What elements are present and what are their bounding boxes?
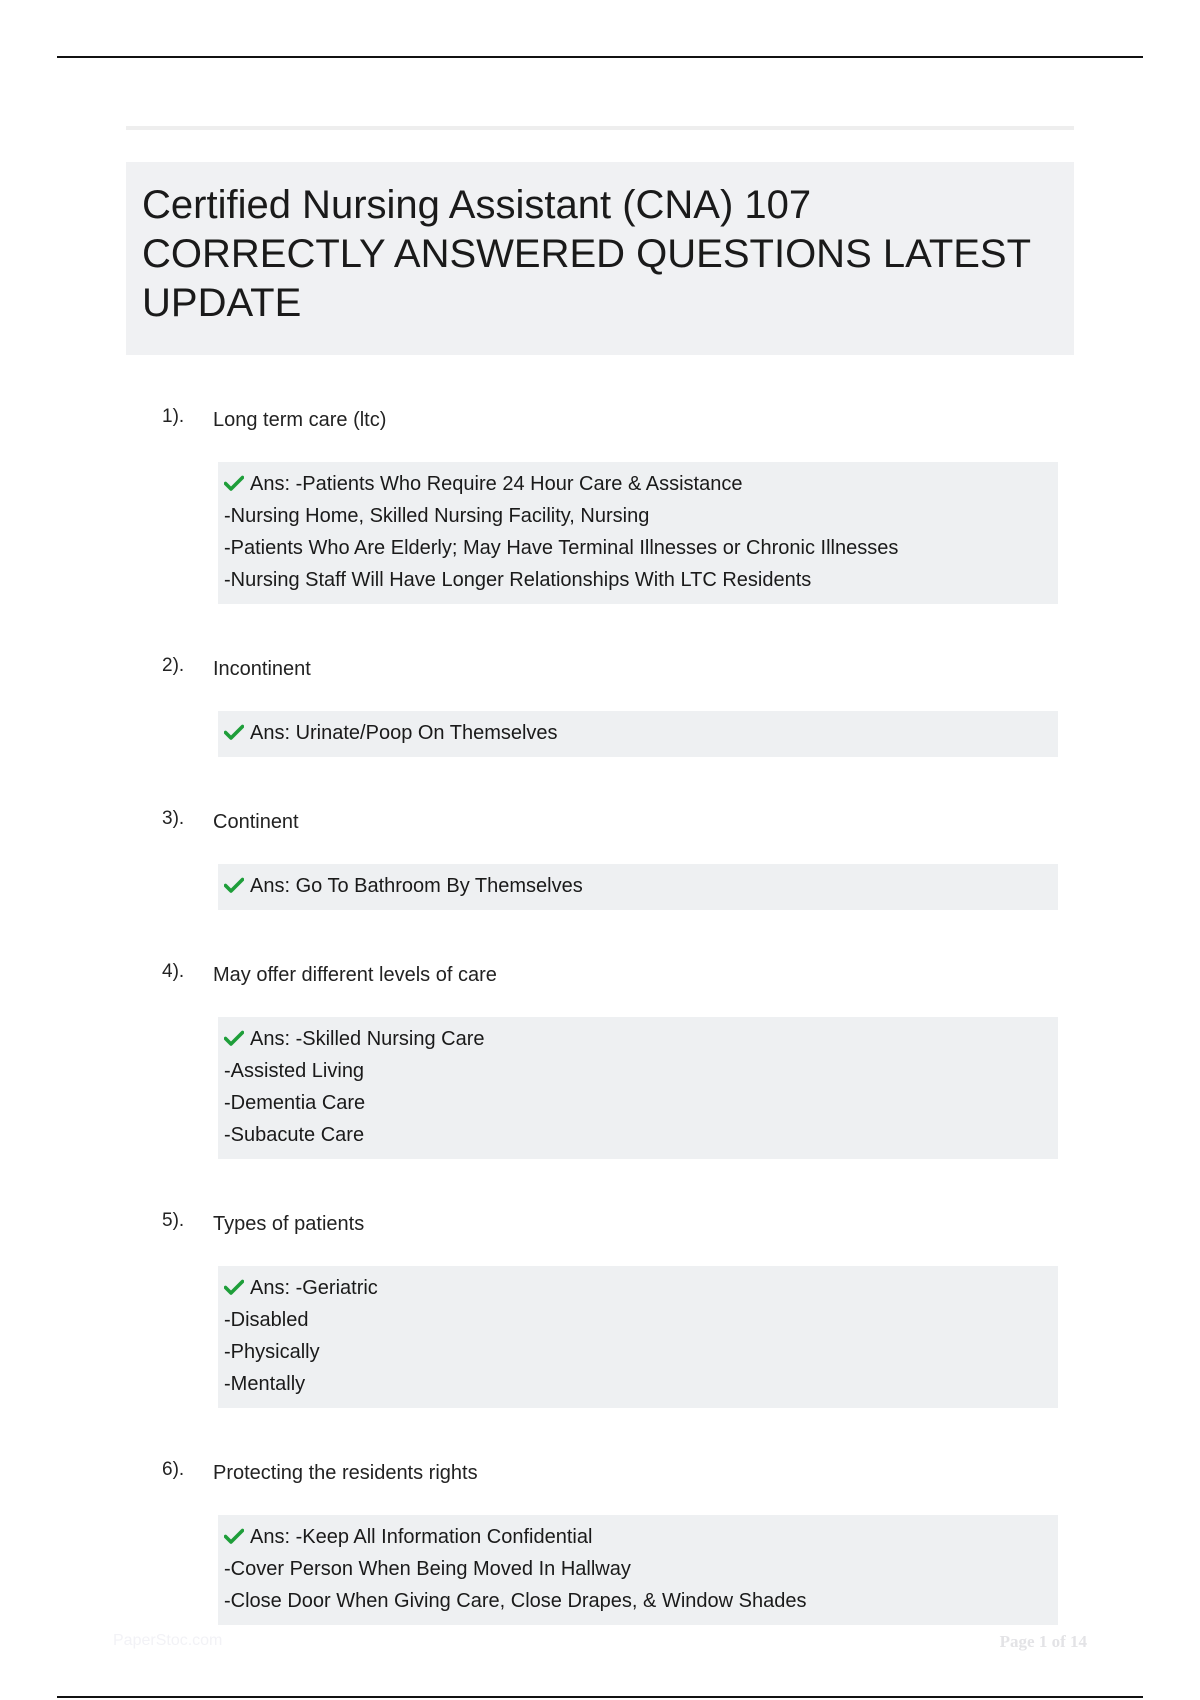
- answer-text: Ans: -Skilled Nursing Care: [250, 1028, 485, 1050]
- answer-text: -Physically: [224, 1341, 320, 1363]
- answer-line: [224, 564, 1050, 596]
- answer-box: [218, 1017, 1058, 1159]
- document-title: Certified Nursing Assistant (CNA) 107 CORRECTLY ANSWERED QUESTIONS LATEST UPDATE: [142, 183, 1031, 325]
- question-item: [0, 654, 1200, 757]
- question-item: [0, 1458, 1200, 1625]
- answer-text: Ans: Go To Bathroom By Themselves: [250, 875, 583, 897]
- answer-text: -Cover Person When Being Moved In Hallway: [224, 1558, 631, 1580]
- check-icon: [224, 877, 244, 893]
- answer-text: -Patients Who Are Elderly; May Have Terminal Illnesses or Chronic Illnesses: [224, 537, 899, 559]
- answer-line: [224, 1087, 1050, 1119]
- answer-text: -Assisted Living: [224, 1060, 365, 1082]
- question-item: [0, 807, 1200, 910]
- question-row: [0, 405, 1200, 433]
- answer-line: [224, 1553, 1050, 1585]
- question-item: [0, 405, 1200, 604]
- question-text: Long term care (ltc): [213, 409, 387, 431]
- answer-text: -Subacute Care: [224, 1124, 365, 1146]
- check-icon: [224, 1279, 244, 1295]
- question-list: [0, 405, 1200, 1675]
- check-icon: [224, 1030, 244, 1046]
- question-text: May offer different levels of care: [213, 964, 497, 986]
- question-item: [0, 960, 1200, 1159]
- question-row: [0, 807, 1200, 835]
- question-number: 6).: [162, 1459, 185, 1480]
- answer-text: -Dementia Care: [224, 1092, 366, 1114]
- answer-line: [224, 1336, 1050, 1368]
- question-number: 3).: [162, 808, 185, 829]
- bottom-rule: [57, 1696, 1143, 1698]
- answer-text: -Close Door When Giving Care, Close Drapes, & Window Shades: [224, 1590, 807, 1612]
- answer-box: [218, 864, 1058, 910]
- answer-line: [224, 1585, 1050, 1617]
- question-number: 4).: [162, 961, 185, 982]
- title-banner: [126, 162, 1074, 355]
- question-item: [0, 1209, 1200, 1408]
- check-icon: [224, 475, 244, 491]
- check-icon: [224, 724, 244, 740]
- answer-line: [224, 1055, 1050, 1087]
- answer-line: [224, 1023, 1050, 1055]
- answer-box: [218, 711, 1058, 757]
- question-row: [0, 1209, 1200, 1237]
- page-number: Page 1 of 14: [999, 1632, 1087, 1651]
- question-number: 2).: [162, 655, 185, 676]
- question-row: [0, 960, 1200, 988]
- question-row: [0, 1458, 1200, 1486]
- answer-line: [224, 717, 1050, 749]
- answer-text: -Nursing Home, Skilled Nursing Facility, Nursing: [224, 505, 650, 527]
- answer-box: [218, 462, 1058, 604]
- answer-text: -Mentally: [224, 1373, 306, 1395]
- question-number: 1).: [162, 406, 185, 427]
- answer-box: [218, 1515, 1058, 1625]
- question-text: Incontinent: [213, 658, 311, 680]
- answer-line: [224, 468, 1050, 500]
- answer-text: Ans: -Geriatric: [250, 1277, 378, 1299]
- answer-text: Ans: -Patients Who Require 24 Hour Care & Assistance: [250, 473, 743, 495]
- answer-line: [224, 1304, 1050, 1336]
- answer-text: -Nursing Staff Will Have Longer Relationships With LTC Residents: [224, 569, 812, 591]
- answer-text: Ans: -Keep All Information Confidential: [250, 1526, 593, 1548]
- answer-line: [224, 1119, 1050, 1151]
- answer-line: [224, 1368, 1050, 1400]
- top-rule: [57, 56, 1143, 58]
- header-divider: [126, 126, 1074, 130]
- answer-text: -Disabled: [224, 1309, 309, 1331]
- answer-line: [224, 870, 1050, 902]
- question-text: Protecting the residents rights: [213, 1462, 478, 1484]
- answer-line: [224, 1521, 1050, 1553]
- check-icon: [224, 1528, 244, 1544]
- answer-line: [224, 500, 1050, 532]
- answer-text: Ans: Urinate/Poop On Themselves: [250, 722, 558, 744]
- question-text: Continent: [213, 811, 299, 833]
- answer-box: [218, 1266, 1058, 1408]
- question-number: 5).: [162, 1210, 185, 1231]
- footer-watermark: PaperStoc.com: [113, 1632, 223, 1649]
- question-text: Types of patients: [213, 1213, 365, 1235]
- answer-line: [224, 532, 1050, 564]
- question-row: [0, 654, 1200, 682]
- answer-line: [224, 1272, 1050, 1304]
